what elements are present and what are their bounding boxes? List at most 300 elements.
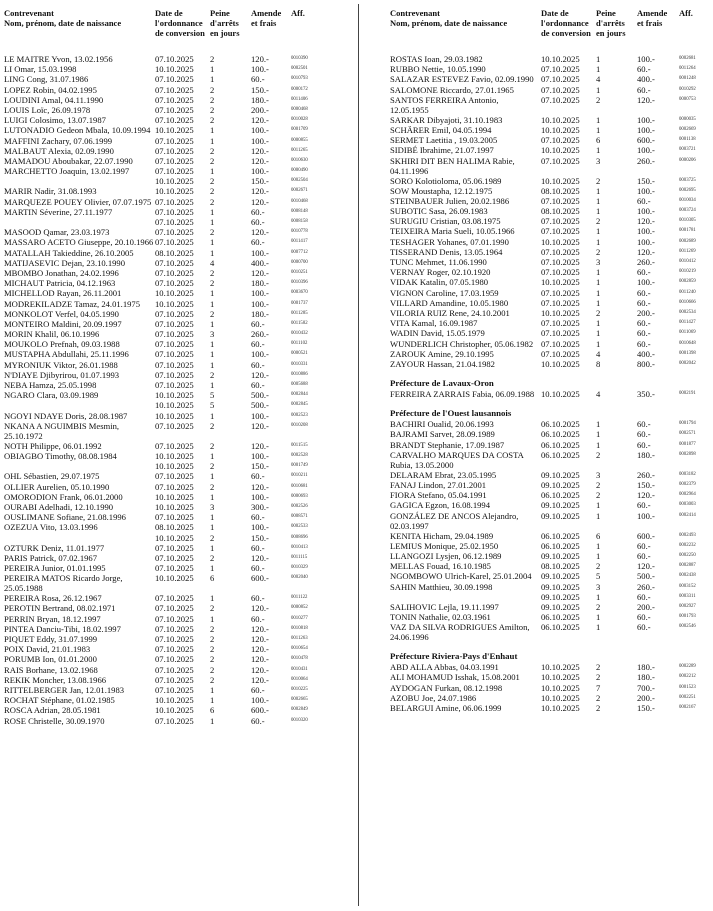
table-row (390, 429, 710, 439)
fine-amount: 120.- (251, 664, 269, 675)
offender-name: VIGNON Caroline, 17.03.1959 (390, 287, 499, 298)
offender-name: RUBBO Nettie, 10.05.1990 (390, 64, 486, 75)
conversion-date: 07.10.2025 (541, 64, 580, 75)
fine-amount: 120.- (251, 227, 269, 238)
conversion-date: 09.10.2025 (541, 510, 580, 521)
fine-amount: 100.- (251, 522, 269, 533)
offender-name: CARVALHO MARQUES DA COSTA Rubia, 13.05.2000 (390, 449, 524, 471)
conversion-date: 06.10.2025 (541, 429, 580, 440)
fine-amount: 60.- (251, 318, 265, 329)
header-date-line2: l'ordonnance (155, 18, 203, 28)
days-count: 4 (596, 74, 601, 85)
offender-name: NOTH Philippe, 06.01.1992 (4, 440, 102, 451)
conversion-date: 07.10.2025 (155, 674, 194, 685)
offender-name: TUNC Mehmet, 11.06.1990 (390, 257, 487, 267)
case-reference: 0002546 (679, 624, 696, 630)
offender-name: TESHAGER Yohanes, 07.01.1990 (390, 236, 509, 247)
fine-amount: 260.- (637, 257, 655, 267)
table-row (390, 389, 710, 399)
case-reference: 0011427 (679, 320, 696, 326)
fine-amount: 60.- (251, 74, 265, 85)
fine-amount: 100.- (251, 135, 269, 146)
case-reference: 0002232 (679, 542, 696, 548)
fine-amount: 60.- (251, 339, 265, 350)
offender-name: PEREIRA MATOS Ricardo Jorge, 25.05.1988 (4, 573, 123, 594)
case-reference: 0003721 (679, 147, 696, 153)
conversion-date: 08.10.2025 (155, 522, 194, 533)
case-reference: 0002438 (679, 573, 696, 579)
fine-amount: 100.- (637, 185, 655, 196)
header-peine-line2: d'arrêts (210, 18, 239, 28)
fine-amount: 100.- (251, 288, 269, 299)
fine-amount: 60.- (251, 563, 265, 574)
table-row (390, 602, 710, 612)
days-count: 3 (596, 155, 601, 166)
table-row (4, 349, 349, 359)
case-reference: 0000700 (291, 259, 308, 265)
conversion-date: 06.10.2025 (541, 540, 580, 551)
offender-name: WADIN David, 15.05.1979 (390, 328, 485, 339)
fine-amount: 60.- (251, 684, 265, 695)
table-row (390, 349, 710, 359)
table-row (4, 370, 349, 380)
offender-name: LUIGI Colosimo, 13.07.1987 (4, 115, 106, 126)
table-row (390, 308, 710, 318)
case-reference: 0000852 (291, 605, 308, 611)
fine-amount: 350.- (637, 389, 655, 400)
fine-amount: 60.- (637, 318, 651, 329)
fine-amount: 60.- (251, 380, 265, 391)
conversion-date: 10.10.2025 (541, 703, 580, 714)
days-count: 1 (210, 522, 215, 533)
offender-name: MATIJASEVIC Dejan, 23.10.1990 (4, 257, 126, 268)
days-count: 1 (210, 410, 215, 421)
case-reference: 0001794 (679, 421, 696, 427)
offender-name: FANAJ Lindon, 27.01.2001 (390, 480, 487, 490)
fine-amount: 60.- (637, 540, 651, 551)
fine-amount: 150.- (251, 532, 269, 543)
table-row (390, 247, 710, 257)
conversion-date: 10.10.2025 (541, 682, 580, 693)
days-count: 1 (596, 195, 601, 206)
case-reference: 0001709 (291, 127, 308, 133)
days-count: 2 (596, 561, 601, 572)
conversion-date: 07.10.2025 (155, 145, 194, 156)
case-reference: 0011115 (291, 554, 308, 560)
conversion-date: 07.10.2025 (155, 603, 194, 614)
conversion-date: 07.10.2025 (155, 359, 194, 370)
fine-amount: 60.- (637, 195, 651, 206)
days-count: 3 (210, 329, 215, 340)
fine-amount: 100.- (251, 450, 269, 461)
conversion-date: 10.10.2025 (541, 145, 580, 156)
offender-name: FERREIRA ZARRAIS Fabia, 06.09.1988 (390, 389, 535, 400)
days-count: 2 (596, 672, 601, 683)
case-reference: 0010390 (291, 56, 308, 61)
offender-name: MARIR Nadir, 31.08.1993 (4, 186, 97, 197)
fine-amount: 60.- (637, 64, 651, 75)
table-row (390, 622, 710, 642)
fine-amount: 60.- (251, 217, 265, 228)
offender-name: MASOOD Qamar, 23.03.1973 (4, 227, 110, 238)
days-count: 2 (596, 480, 601, 490)
conversion-date: 10.10.2025 (155, 461, 194, 472)
table-row (4, 207, 349, 227)
offender-name: OZEZUA Vito, 13.03.1996 (4, 522, 98, 533)
header-date-line1: Date de (541, 8, 569, 18)
conversion-date: 08.10.2025 (541, 185, 580, 196)
table-row (4, 85, 349, 95)
days-count: 3 (210, 501, 215, 512)
fine-amount: 100.- (251, 695, 269, 706)
case-reference: 0002844 (291, 392, 308, 398)
offender-name: RITTELBERGER Jan, 12.01.1983 (4, 684, 125, 695)
days-count: 1 (210, 339, 215, 350)
days-count: 1 (210, 237, 215, 248)
case-reference: 0011269 (679, 248, 696, 254)
days-count: 6 (596, 135, 601, 146)
case-reference: 0001398 (679, 350, 696, 356)
fine-amount: 120.- (251, 644, 269, 655)
case-reference: 0010886 (291, 371, 308, 377)
table-row (4, 665, 349, 675)
case-reference: 0003724 (679, 208, 696, 214)
case-reference: 0003152 (679, 583, 696, 589)
table-row (4, 197, 349, 207)
conversion-date: 07.10.2025 (541, 257, 580, 267)
fine-amount: 60.- (637, 328, 651, 339)
conversion-date: 07.10.2025 (155, 634, 194, 645)
conversion-date: 07.10.2025 (155, 471, 194, 482)
fine-amount: 500.- (637, 571, 655, 582)
days-count: 2 (210, 104, 215, 115)
days-count: 1 (596, 328, 601, 339)
table-row (390, 257, 710, 267)
fine-amount: 180.- (251, 308, 269, 319)
offender-name: PORUMB Ion, 01.01.2000 (4, 654, 97, 665)
table-row (390, 298, 710, 308)
case-reference: 0010478 (291, 656, 308, 662)
offender-name: ALI MOHAMUD Isshak, 15.08.2001 (390, 672, 520, 683)
case-reference: 0002533 (291, 524, 308, 530)
offender-name: ROCHAT Stéphane, 01.02.1985 (4, 695, 115, 706)
table-row (4, 237, 349, 247)
fine-amount: 200.- (637, 601, 655, 612)
table-row (4, 54, 349, 64)
fine-amount: 60.- (251, 593, 265, 604)
header-aff: Aff. (291, 8, 305, 18)
fine-amount: 500.- (251, 390, 269, 401)
conversion-date: 07.10.2025 (155, 329, 194, 340)
table-row (390, 64, 710, 74)
offender-name: MASSARO ACETO Giuseppe, 20.10.1966 (4, 237, 154, 248)
conversion-date: 07.10.2025 (155, 54, 194, 64)
table-row (4, 512, 349, 522)
conversion-date: 07.10.2025 (155, 84, 194, 95)
offender-name: MOUKOLO Prefnah, 09.03.1988 (4, 339, 120, 350)
fine-amount: 180.- (637, 672, 655, 683)
table-row (4, 492, 349, 502)
case-reference: 0003182 (679, 471, 696, 477)
days-count: 1 (210, 563, 215, 574)
table-row (4, 705, 349, 715)
conversion-date: 07.10.2025 (541, 338, 580, 349)
days-count: 2 (210, 420, 215, 431)
days-count: 2 (210, 623, 215, 634)
conversion-date: 10.10.2025 (155, 288, 194, 299)
case-reference: 0002849 (291, 707, 308, 713)
case-reference: 0003311 (679, 593, 696, 599)
case-reference: 0010320 (291, 717, 308, 723)
fine-amount: 500.- (251, 400, 269, 411)
case-reference: 0000855 (291, 137, 308, 143)
fine-amount: 150.- (251, 176, 269, 187)
days-count: 2 (210, 145, 215, 156)
header-amende-line1: Amende (251, 8, 282, 18)
table-row (4, 258, 349, 268)
table-row (4, 288, 349, 298)
fine-amount: 200.- (251, 104, 269, 115)
table-row (4, 74, 349, 84)
days-count: 2 (210, 654, 215, 665)
conversion-date: 10.10.2025 (541, 236, 580, 247)
offender-name: N'DIAYE Djibyrirou, 01.07.1993 (4, 369, 120, 380)
table-row (390, 490, 710, 500)
conversion-date: 07.10.2025 (155, 420, 194, 431)
header-amende-line1: Amende (637, 8, 668, 18)
table-header (390, 8, 710, 54)
days-count: 1 (596, 185, 601, 196)
fine-amount: 300.- (251, 501, 269, 512)
case-reference: 0011515 (291, 442, 308, 448)
conversion-date: 07.10.2025 (155, 552, 194, 563)
conversion-date: 07.10.2025 (155, 613, 194, 624)
case-reference: 0002414 (679, 512, 696, 518)
case-reference: 0010654 (291, 646, 308, 652)
table-row (390, 176, 710, 186)
case-reference: 0002251 (679, 694, 696, 700)
conversion-date: 07.10.2025 (155, 563, 194, 574)
case-reference: 0011582 (291, 320, 308, 326)
header-name-line2: Nom, prénom, date de naissance (390, 18, 508, 28)
table-row (390, 115, 710, 125)
conversion-date: 07.10.2025 (155, 196, 194, 207)
table-row (390, 693, 710, 703)
offender-name: MUSTAPHA Abdullahi, 25.11.1996 (4, 349, 129, 360)
conversion-date: 10.10.2025 (541, 662, 580, 673)
offender-name: OHL Sébastien, 29.07.1975 (4, 471, 100, 482)
table-row (390, 145, 710, 155)
table-row (390, 359, 710, 369)
case-reference: 0001248 (679, 76, 696, 82)
days-count: 1 (596, 236, 601, 247)
case-reference: 0010219 (679, 269, 696, 275)
table-row (4, 105, 349, 115)
table-row (4, 675, 349, 685)
case-reference: 0010064 (291, 676, 308, 682)
table-row (4, 471, 349, 481)
table-row (4, 451, 349, 471)
days-count: 2 (210, 308, 215, 319)
case-reference: 0002927 (679, 603, 696, 609)
table-row (4, 563, 349, 573)
conversion-date: 07.10.2025 (541, 195, 580, 206)
days-count: 4 (596, 389, 601, 400)
fine-amount: 60.- (251, 542, 265, 553)
offender-name: OURABI Adelhadi, 12.10.1990 (4, 501, 114, 512)
case-reference: 0000693 (291, 493, 308, 499)
days-count: 2 (596, 216, 601, 227)
offender-name: SCHÄRER Emil, 04.05.1994 (390, 124, 492, 135)
table-row (390, 226, 710, 236)
conversion-date: 10.10.2025 (155, 186, 194, 197)
header-peine-line2: d'arrêts (596, 18, 625, 28)
conversion-date: 10.10.2025 (155, 501, 194, 512)
offender-name: AZOBU Joe, 24.07.1986 (390, 692, 477, 703)
days-count: 4 (596, 348, 601, 359)
conversion-date: 07.10.2025 (155, 512, 194, 523)
days-count: 1 (210, 695, 215, 706)
offender-name: SIDIBÉ Ibrahime, 21.07.1997 (390, 145, 494, 156)
case-reference: 0002845 (291, 402, 308, 408)
days-count: 4 (210, 257, 215, 268)
case-reference: 0002669 (679, 126, 696, 132)
days-count: 1 (210, 684, 215, 695)
fine-amount: 60.- (251, 471, 265, 482)
table-row (4, 146, 349, 156)
conversion-date: 10.10.2025 (541, 277, 580, 288)
conversion-date: 07.10.2025 (541, 94, 580, 105)
conversion-date: 10.10.2025 (541, 307, 580, 318)
table-row (390, 267, 710, 277)
fine-amount: 100.- (637, 114, 655, 125)
table-row (390, 95, 710, 115)
fine-amount: 100.- (251, 410, 269, 421)
days-count: 2 (210, 54, 215, 64)
fine-amount: 60.- (637, 439, 651, 450)
table-row (4, 421, 349, 441)
case-reference: 0010305 (679, 218, 696, 224)
days-count: 2 (210, 440, 215, 451)
case-reference: 0010666 (679, 299, 696, 305)
offender-name: MICHELLOD Rayan, 26.11.2001 (4, 288, 122, 299)
offender-name: PEREIRA Junior, 01.01.1995 (4, 563, 106, 574)
conversion-date: 07.10.2025 (541, 84, 580, 95)
conversion-date: 07.10.2025 (155, 267, 194, 278)
fine-amount: 60.- (637, 612, 651, 623)
table-row (390, 186, 710, 196)
table-row (390, 470, 710, 480)
table-row (390, 551, 710, 561)
fine-amount: 120.- (251, 115, 269, 126)
days-count: 5 (210, 400, 215, 411)
offender-name: GAGICA Egzon, 16.08.1994 (390, 500, 491, 511)
offender-name: LOUIS Loïc, 26.09.1978 (4, 104, 91, 115)
case-reference: 0010225 (291, 686, 308, 692)
case-reference: 0002042 (679, 360, 696, 366)
case-reference: 0010208 (291, 422, 308, 428)
conversion-date: 06.10.2025 (541, 419, 580, 430)
offender-name: NGOYI NDAYE Doris, 28.08.1987 (4, 410, 128, 421)
conversion-date: 07.10.2025 (541, 287, 580, 298)
conversion-date: 07.10.2025 (155, 339, 194, 350)
case-reference: 0002665 (291, 697, 308, 703)
days-count: 5 (596, 571, 601, 582)
case-reference: 0011264 (679, 66, 696, 72)
fine-amount: 60.- (637, 419, 651, 430)
days-count: 2 (210, 94, 215, 105)
offender-name: VERNAY Roger, 02.10.1920 (390, 267, 491, 278)
fine-amount: 60.- (637, 297, 651, 308)
days-count: 1 (210, 380, 215, 391)
conversion-date: 07.10.2025 (155, 217, 194, 228)
conversion-date: 07.10.2025 (541, 226, 580, 237)
fine-amount: 60.- (637, 338, 651, 349)
case-reference: 0011265 (291, 147, 308, 153)
case-reference: 0011122 (291, 595, 308, 601)
offender-name: OZTURK Deniz, 11.01.1977 (4, 542, 105, 553)
case-reference: 0001138 (679, 137, 696, 143)
days-count: 1 (596, 267, 601, 278)
case-reference: 0003670 (291, 290, 308, 296)
header-peine-line3: en jours (596, 28, 626, 38)
table-row (390, 561, 710, 571)
case-reference: 0001737 (291, 300, 308, 306)
conversion-date: 09.10.2025 (541, 601, 580, 612)
days-count: 2 (210, 552, 215, 563)
conversion-date: 06.10.2025 (541, 612, 580, 623)
offender-name: OUSLIMANE Sofiane, 21.08.1996 (4, 512, 126, 523)
table-row (4, 309, 349, 319)
fine-amount: 180.- (251, 278, 269, 289)
fine-amount: 60.- (251, 359, 265, 370)
fine-amount: 200.- (637, 307, 655, 318)
table-row (390, 571, 710, 581)
offender-name: LING Cong, 31.07.1986 (4, 74, 89, 85)
fine-amount: 400.- (251, 257, 269, 268)
fine-amount: 180.- (637, 449, 655, 460)
days-count: 6 (210, 705, 215, 716)
case-reference: 0002526 (291, 503, 308, 509)
offender-name: GONZÁLEZ DE ANCOS Alejandro, 02.03.1997 (390, 510, 519, 531)
table-row (390, 54, 710, 64)
fine-amount: 60.- (251, 512, 265, 523)
conversion-date: 10.10.2025 (541, 54, 580, 64)
case-reference: 0001781 (679, 228, 696, 234)
fine-amount: 260.- (637, 581, 655, 592)
fine-amount: 150.- (637, 480, 655, 490)
fine-amount: 120.- (251, 145, 269, 156)
conversion-date: 07.10.2025 (155, 115, 194, 126)
fine-amount: 100.- (637, 54, 655, 64)
days-count: 1 (596, 297, 601, 308)
days-count: 1 (210, 125, 215, 136)
offender-name: BRANDT Stephanie, 17.09.1987 (390, 439, 505, 450)
table-row (4, 136, 349, 146)
offender-name: OBIAGBO Timothy, 08.08.1984 (4, 450, 117, 461)
right-column (390, 8, 710, 713)
days-count: 1 (596, 206, 601, 217)
case-reference: 0002964 (679, 492, 696, 498)
conversion-date: 10.10.2025 (541, 114, 580, 125)
offender-name: SORO Kolotioloma, 05.06.1989 (390, 175, 502, 186)
case-reference: 0002167 (679, 705, 696, 711)
case-reference: 0011285 (291, 310, 308, 316)
conversion-date: 07.10.2025 (155, 74, 194, 85)
table-row (390, 440, 710, 450)
offender-name: TONIN Nathalie, 02.03.1961 (390, 612, 491, 623)
case-reference: 0011102 (291, 341, 308, 347)
